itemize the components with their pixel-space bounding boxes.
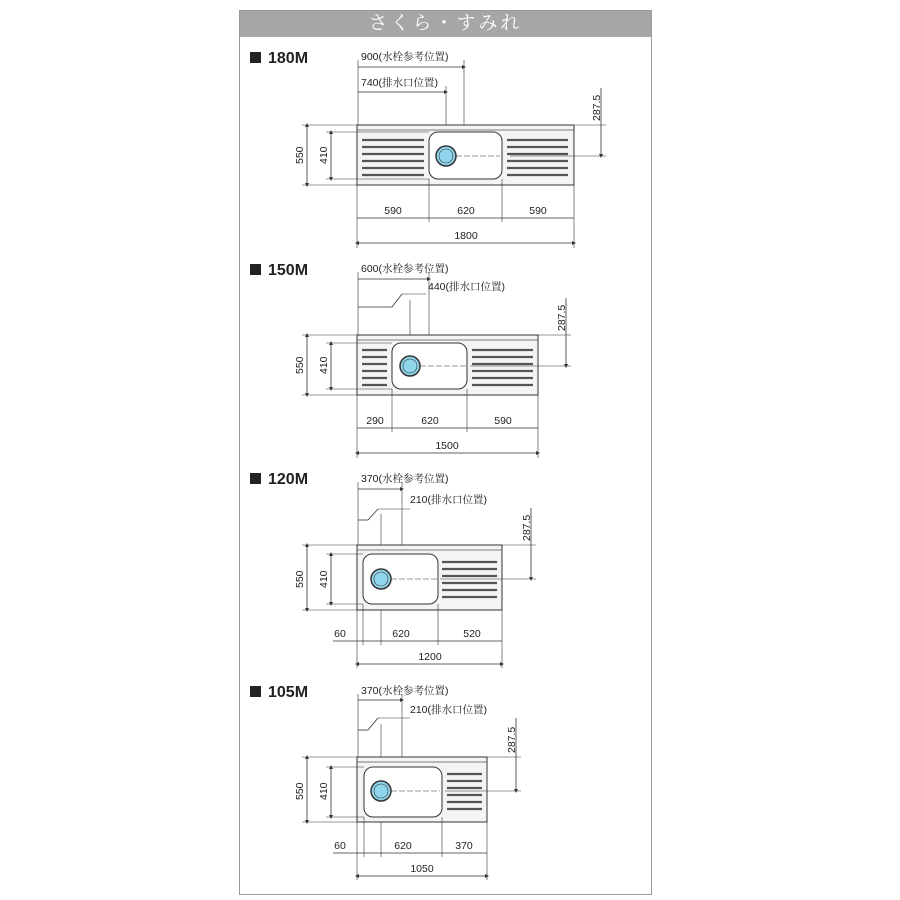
total-width-label: 1800 (454, 230, 478, 242)
segment-left-label: 290 (366, 415, 384, 427)
model-label: 120M (268, 471, 309, 488)
overall-depth-label: 550 (294, 356, 306, 374)
segment-left-label: 60 (334, 840, 346, 852)
depth-to-drain-label: 287.5 (521, 514, 533, 541)
total-width-label: 1200 (418, 651, 442, 663)
total-width-label: 1500 (435, 440, 459, 452)
bowl-depth-label: 410 (318, 570, 330, 588)
segment-right-label: 520 (463, 628, 481, 640)
overall-depth-label: 550 (294, 146, 306, 164)
bullet-square (250, 52, 261, 63)
model-label: 180M (268, 50, 309, 67)
faucet-position-label: 600(水栓参考位置) (361, 263, 449, 275)
segment-right-label: 590 (494, 415, 512, 427)
sink-150m (250, 262, 571, 458)
segment-bowl-label: 620 (392, 628, 410, 640)
drain-position-label: 740(排水口位置) (361, 77, 439, 89)
segment-right-label: 370 (455, 840, 473, 852)
segment-bowl-label: 620 (457, 205, 475, 217)
sink-105m (250, 684, 521, 880)
total-width-label: 1050 (410, 863, 434, 875)
segment-right-label: 590 (529, 205, 547, 217)
model-label: 150M (268, 262, 309, 279)
depth-to-drain-label: 287.5 (506, 726, 518, 753)
segment-left-label: 60 (334, 628, 346, 640)
overall-depth-label: 550 (294, 570, 306, 588)
segment-left-label: 590 (384, 205, 402, 217)
bullet-square (250, 473, 261, 484)
faucet-position-label: 900(水栓参考位置) (361, 51, 449, 63)
sink-120m (250, 471, 536, 668)
overall-depth-label: 550 (294, 782, 306, 800)
drain-position-label: 210(排水口位置) (410, 704, 488, 716)
bowl-depth-label: 410 (318, 146, 330, 164)
bullet-square (250, 686, 261, 697)
faucet-position-label: 370(水栓参考位置) (361, 685, 449, 697)
depth-to-drain-label: 287.5 (591, 94, 603, 121)
segment-bowl-label: 620 (421, 415, 439, 427)
drain-position-label: 210(排水口位置) (410, 494, 488, 506)
panel-title: さくら・すみれ (240, 11, 651, 37)
segment-bowl-label: 620 (394, 840, 412, 852)
sink-180m (250, 50, 606, 248)
faucet-position-label: 370(水栓参考位置) (361, 473, 449, 485)
bowl-depth-label: 410 (318, 782, 330, 800)
depth-to-drain-label: 287.5 (556, 304, 568, 331)
bullet-square (250, 264, 261, 275)
drain-position-label: 440(排水口位置) (428, 281, 506, 293)
bowl-depth-label: 410 (318, 356, 330, 374)
model-label: 105M (268, 684, 309, 701)
